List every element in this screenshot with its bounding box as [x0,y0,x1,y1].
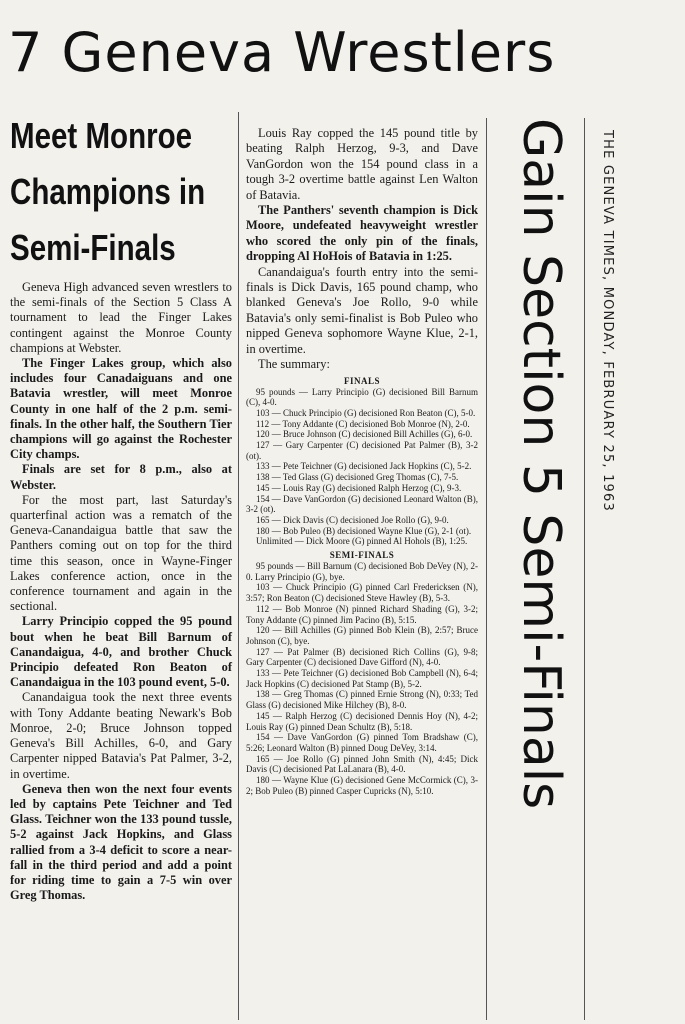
result-line: 95 pounds — Larry Principio (G) decisioned Bill Barnum (C), 4-0. [246,386,478,408]
result-line: 154 — Dave VanGordon (G) decisioned Leonard Walton (B), 3-2 (ot). [246,493,478,515]
subhead-line: Champions in [10,171,206,212]
article-body-middle [246,126,478,373]
result-line: Unlimited — Dick Moore (G) pinned Al Hohols (B), 1:25. [256,536,468,547]
middle-column [246,126,478,797]
result-line: 127 — Gary Carpenter (C) decisioned Pat Palmer (B), 3-2 (ot). [246,440,478,461]
result-line: 180 — Wayne Klue (G) decisioned Gene McCormick (C), 3-2; Bob Puleo (B) pinned Casper Cupricks (N), 5:10. [246,775,478,796]
result-line: 95 pounds — Bill Barnum (C) decisioned Bob DeVey (N), 2-0. Larry Principio (G), bye. [246,561,478,582]
paragraph: For the most part, last Saturday's quarterfinal action was a rematch of the Geneva-Canandaigua battle that saw the Panthers coming out on top for the third time this season, once in Wayne-Finger Lakes conference action, once in the conference tournament and again in the sectional. [10,492,232,614]
dateline [592,130,622,650]
result-line: 120 — Bruce Johnson (C) decisioned Bill Achilles (G), 6-0. [256,429,473,440]
column-rule-left [238,112,239,1020]
dateline-text: THE GENEVA TIMES, MONDAY, FEBRUARY 25, 1963 [600,130,615,512]
finals-label: FINALS [343,375,380,386]
semis-results [246,561,478,796]
paragraph: Canandaigua took the next three events with Tony Addante beating Newark's Bob Monroe, 2-0; Bruce Johnson topped Geneva's Bill Achilles, 6-0, and Gary Carpenter nipped Batavia's Pat Palmer, 3-2, in overtime. [10,690,232,781]
headline: 7 Geneva Wrestlers [8,21,556,84]
paragraph: Finals are set for 8 p.m., also at Webster. [10,462,232,492]
subhead-line: Semi-Finals [10,227,176,268]
column-rule-right [584,118,585,1020]
result-line: 112 — Bob Monroe (N) pinned Richard Shading (G), 3-2; Tony Addante (C) pinned Jim Pacino (B), 5:15. [246,603,478,625]
result-line: 120 — Bill Achilles (G) pinned Bob Klein (B), 2:57; Bruce Johnson (C), bye. [246,625,478,646]
paragraph: Louis Ray copped the 145 pound title by beating Ralph Herzog, 9-3, and Dave VanGordon won the 154 pound class in a tough 3-2 overtime battle against Len Walton of Batavia. [246,126,478,202]
result-line: 138 — Ted Glass (G) decisioned Greg Thomas (C), 7-5. [256,472,459,483]
result-line: 133 — Pete Teichner (G) decisioned Jack Hopkins (C), 5-2. [256,461,472,472]
left-column [10,108,232,903]
paragraph: The Finger Lakes group, which also includes four Canadaiguans and one Batavia wrestler, will meet Monroe County in one half of the 2 p.m. semi-finals. In the other half, the Southern Tier champions will go against the Rochester City champs. [10,356,232,462]
result-line: 127 — Pat Palmer (B) decisioned Rich Collins (G), 9-8; Gary Carpenter (C) decisioned Dave Gifford (N), 4-0. [246,646,478,668]
subheadline [10,108,231,276]
paragraph: Geneva High advanced seven wrestlers to the semi-finals of the Section 5 Class A tournament to lead the Finger Lakes contingent against the Monroe County champions at Webster. [10,280,232,355]
paragraph: Canandaigua's fourth entry into the semi-finals is Dick Davis, 165 pound champ, who blanked Geneva's Joe Rollo, 9-0 while Batavia's only semi-finalist is Bob Puleo who nipped Geneva sophomore Wayne Klue, 2-1, in overtime. [246,264,478,356]
article-body-left [10,280,232,903]
side-headline [506,118,576,1018]
semis-label: SEMI-FINALS [329,550,395,561]
subhead-line: Meet Monroe [10,115,193,156]
column-rule-middle [486,118,487,1020]
paragraph: The Panthers' seventh champion is Dick Moore, undefeated heavyweight wrestler who scored the only pin of the finals, dropping Al HoHois of Batavia in 1:25. [246,203,478,264]
result-line: 138 — Greg Thomas (C) pinned Ernie Strong (N), 0:33; Ted Glass (G) decisioned Mike Hilchey (B), 8-0. [246,689,478,711]
paragraph: Larry Principio copped the 95 pound bout when he beat Bill Barnum of Canandaigua, 4-0, and brother Chuck Principio defeated Ron Beaton of Canandaigua in the 103 pound event, 5-0. [10,614,232,690]
paragraph: Geneva then won the next four events led by captains Pete Teichner and Ted Glass. Teichner won the 133 pound tussle, 5-2 against Jack Hopkins, and Glass rallied from a 3-4 deficit to score a near-fall in the third period and add a point for riding time to gain a 7-5 win over Greg Thomas. [10,781,232,903]
result-line: 145 — Ralph Herzog (C) decisioned Dennis Hoy (N), 4-2; Louis Ray (G) pinned Dean Schultz (B), 5:18. [246,710,478,732]
result-line: 112 — Tony Addante (C) decisioned Bob Monroe (N), 2-0. [256,418,470,429]
result-line: 145 — Louis Ray (G) decisioned Ralph Herzog (C), 9-3. [256,482,462,493]
side-headline-text: Gain Section 5 Semi-Finals [511,118,571,810]
paragraph: The summary: [258,357,330,372]
result-line: 165 — Dick Davis (C) decisioned Joe Rollo (G), 9-0. [256,514,449,525]
result-line: 103 — Chuck Principio (G) decisioned Ron Beaton (C), 5-0. [256,407,476,418]
result-line: 154 — Dave VanGordon (G) pinned Tom Bradshaw (C), 5:26; Leonard Walton (B) pinned Doug DeVey, 3:14. [246,732,478,753]
result-line: 165 — Joe Rollo (G) pinned John Smith (N), 4:45; Dick Davis (C) decisioned Pat LaLanara (B), 4-0. [246,753,478,775]
result-line: 103 — Chuck Principio (G) pinned Carl Fredericksen (N), 3:57; Ron Beaton (C) decisioned Steve Hawley (B), 5-3. [246,582,478,604]
finals-results [246,387,478,548]
result-line: 133 — Pete Teichner (G) decisioned Bob Campbell (N), 6-4; Jack Hopkins (C) decisioned Pat Stamp (B), 5-2. [246,668,478,689]
result-line: 180 — Bob Puleo (B) decisioned Wayne Klue (G), 2-1 (ot). [256,525,472,536]
